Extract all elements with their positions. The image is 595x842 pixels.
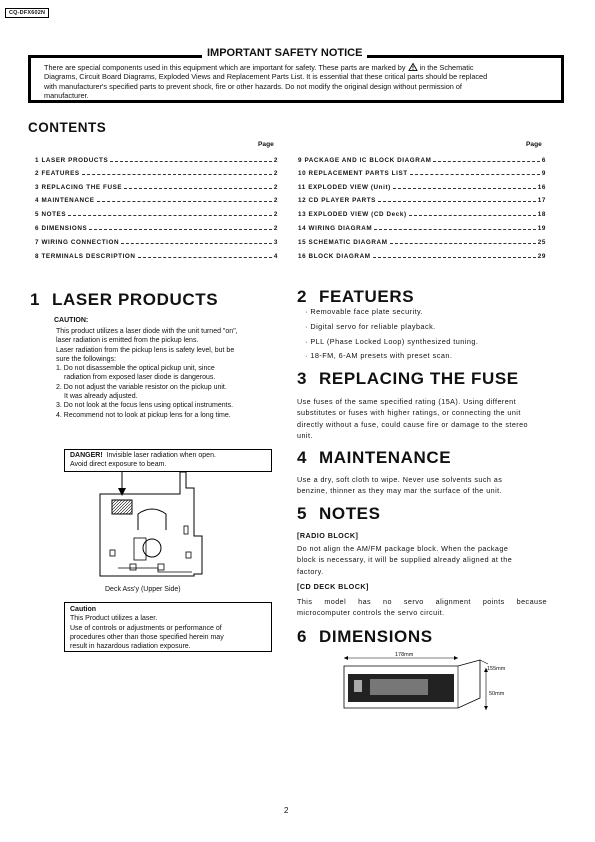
safety-notice-title: IMPORTANT SAFETY NOTICE — [202, 47, 367, 59]
contents-heading: CONTENTS — [28, 120, 107, 135]
warning-triangle-icon — [408, 63, 418, 71]
toc-item[interactable]: 1 LASER PRODUCTS 2 — [35, 157, 278, 164]
toc-item[interactable]: 14 WIRING DIAGRAM 19 — [298, 225, 546, 232]
toc-item[interactable]: 8 TERMINALS DESCRIPTION 4 — [35, 253, 278, 260]
section-heading-laser: 1 LASER PRODUCTS — [30, 290, 219, 309]
dimensions-drawing — [330, 652, 520, 714]
toc-item[interactable]: 7 WIRING CONNECTION 3 — [35, 239, 278, 246]
toc-item[interactable]: 4 MAINTENANCE 2 — [35, 197, 278, 204]
toc-item[interactable]: 9 PACKAGE AND IC BLOCK DIAGRAM 6 — [298, 157, 546, 164]
laser-caution-label: CAUTION: — [54, 317, 89, 324]
model-tag: CQ-DFX602N — [5, 8, 49, 18]
caution-box-text: Caution This Product utilizes a laser. Use of controls or adjustments or performance of procedures other than those specified herein may result in hazardous radiation exposure. — [70, 606, 224, 651]
section-heading-dimensions: 6 DIMENSIONS — [297, 627, 433, 646]
dimension-height-label: 50mm — [489, 691, 505, 697]
radio-block-text: Do not align the AM/FM package block. When the package block is necessary, it will be supplied already aligned at the factory. — [297, 544, 513, 576]
toc-item[interactable]: 6 DIMENSIONS 2 — [35, 225, 278, 232]
feature-item: · Removable face plate security. — [305, 307, 424, 316]
notice-line-3: with manufacturer's specified parts to prevent shock, fire or other hazards. Do not modify the original design without permission of — [44, 81, 462, 91]
page-label-right: Page — [526, 141, 542, 148]
toc-item[interactable]: 3 REPLACING THE FUSE 2 — [35, 184, 278, 191]
fuse-text: Use fuses of the same specified rating (15A). Using different substitutes or fuses with higher ratings, or connecting the unit directly without a fuse, could cause fire or damage to the stereo unit. — [297, 397, 529, 440]
danger-text: DANGER! Invisible laser radiation when open. Avoid direct exposure to beam. — [70, 452, 216, 469]
section-heading-features: 2 FEATUERS — [297, 287, 415, 306]
safety-notice-body — [44, 63, 544, 100]
toc-item[interactable]: 10 REPLACEMENT PARTS LIST 9 — [298, 170, 546, 177]
page-label-left: Page — [258, 141, 274, 148]
feature-item: · Digital servo for reliable playback. — [305, 322, 436, 331]
cd-deck-block-label: [CD DECK BLOCK] — [297, 582, 369, 591]
deck-assy-diagram — [98, 470, 218, 586]
notice-line-1: There are special components used in this equipment which are important for safety. These parts are marked by — [44, 63, 406, 72]
feature-item: · PLL (Phase Locked Loop) synthesized tuning. — [305, 337, 479, 346]
toc-item[interactable]: 16 BLOCK DIAGRAM 29 — [298, 253, 546, 260]
notice-line-4: manufacturer. — [44, 90, 89, 100]
section-heading-maintenance: 4 MAINTENANCE — [297, 448, 452, 467]
page-number: 2 — [284, 806, 289, 815]
dimension-width-label: 178mm — [395, 652, 414, 658]
section-heading-notes: 5 NOTES — [297, 504, 381, 523]
notice-line-1b: in the Schematic — [419, 63, 474, 72]
deck-caption: Deck Ass'y (Upper Side) — [105, 586, 181, 593]
toc-item[interactable]: 11 EXPLODED VIEW (Unit) 16 — [298, 184, 546, 191]
laser-caution-text: This product utilizes a laser diode with the unit turned "on", laser radiation is emitted from the pickup lens. Laser radiation from the pickup lens is safety level, but be sure the followings: 1. Do not disassemble the optical pickup unit, since radiation from exposed laser diode is dangerous. 2. Do not adjust the variable resistor on the pickup unit. It was already adjusted. 3. Do not look at the focus lens using optical instruments. 4. Recommend not to look at pickup lens for a long time. — [56, 328, 238, 419]
dimension-depth-label: 155mm — [487, 666, 506, 672]
section-heading-fuse: 3 REPLACING THE FUSE — [297, 369, 519, 388]
toc-item[interactable]: 15 SCHEMATIC DIAGRAM 25 — [298, 239, 546, 246]
maintenance-text: Use a dry, soft cloth to wipe. Never use solvents such as benzine, thinner as they may mar the surface of the unit. — [297, 475, 503, 496]
toc-item[interactable]: 5 NOTES 2 — [35, 211, 278, 218]
toc-item[interactable]: 13 EXPLODED VIEW (CD Deck) 18 — [298, 211, 546, 218]
toc-item[interactable]: 2 FEATURES 2 — [35, 170, 278, 177]
radio-block-label: [RADIO BLOCK] — [297, 531, 359, 540]
cd-deck-block-text: This model has no servo alignment points because microcomputer controls the servo circuit. — [297, 597, 547, 618]
notice-line-2: Diagrams, Circuit Board Diagrams, Exploded Views and Replacement Parts List. It is essential that these critical parts should be replaced — [44, 72, 488, 82]
toc-item[interactable]: 12 CD PLAYER PARTS 17 — [298, 197, 546, 204]
feature-item: · 18-FM, 6-AM presets with preset scan. — [305, 351, 453, 360]
